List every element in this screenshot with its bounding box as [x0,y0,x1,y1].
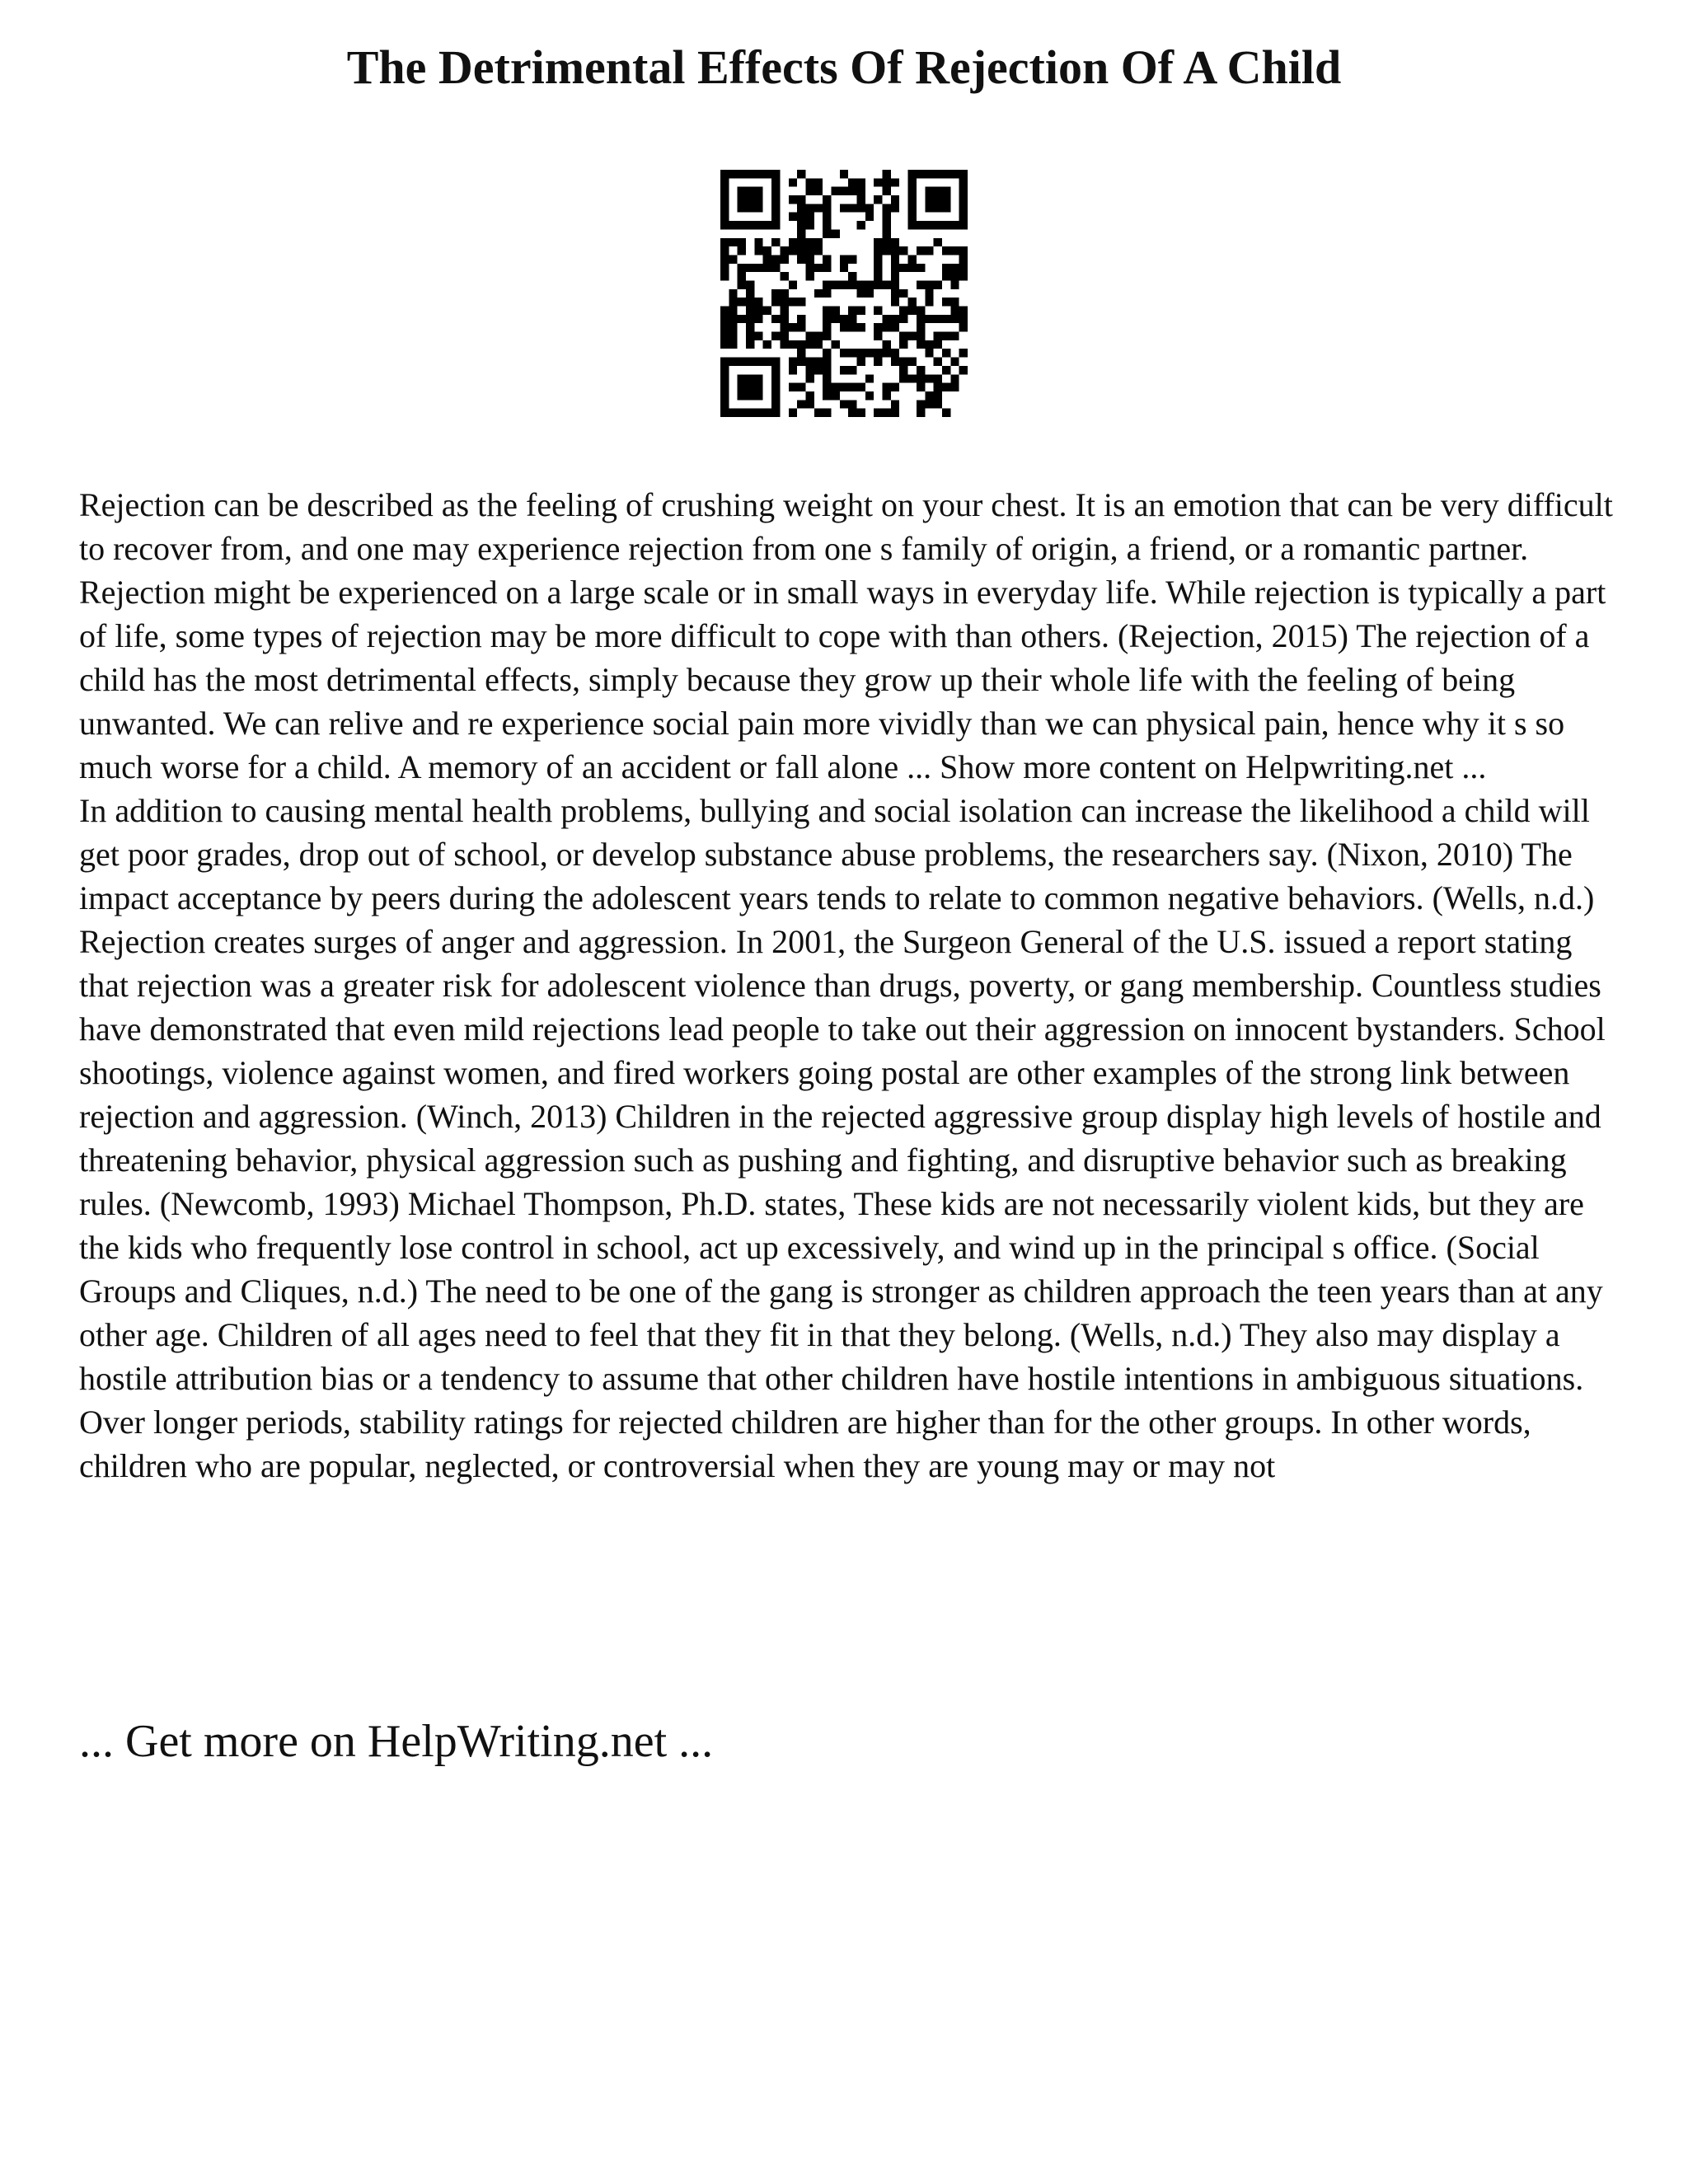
paragraph: Rejection can be described as the feeling of crushing weight on your chest. It is an emotion that can be very difficult to recover from, and one may experience rejection from one s family of origin, a friend, or a romantic partner. Rejection might be experienced on a large scale or in small ways in everyday life. While rejection is typically a part of life, some types of rejection may be more difficult to cope with than others. (Rejection, 2015) The rejection of a child has the most detrimental effects, simply because they grow up their whole life with the feeling of being unwanted. We can relive and re experience social pain more vividly than we can physical pain, hence why it s so much worse for a child. A memory of an accident or fall alone ... Show more content on Helpwriting.net ... [79,486,1613,785]
page-title: The Detrimental Effects Of Rejection Of A Child [346,40,1342,94]
qr-code-icon [720,170,968,417]
article-body [79,483,1620,1488]
get-more-link[interactable]: ... Get more on HelpWriting.net ... [79,1716,714,1767]
qr-code[interactable] [720,170,968,417]
paragraph: In addition to causing mental health problems, bullying and social isolation can increase the likelihood a child will get poor grades, drop out of school, or develop substance abuse problems, the researchers say. (Nixon, 2010) The impact acceptance by peers during the adolescent years tends to relate to common negative behaviors. (Wells, n.d.) Rejection creates surges of anger and aggression. In 2001, the Surgeon General of the U.S. issued a report stating that rejection was a greater risk for adolescent violence than drugs, poverty, or gang membership. Countless studies have demonstrated that even mild rejections lead people to take out their aggression on innocent bystanders. School shootings, violence against women, and fired workers going postal are other examples of the strong link between rejection and aggression. (Winch, 2013) Children in the rejected aggressive group display high levels of hostile and threatening behavior, physical aggression such as pushing and fighting, and disruptive behavior such as breaking rules. (Newcomb, 1993) Michael Thompson, Ph.D. states, These kids are not necessarily violent kids, but they are the kids who frequently lose control in school, act up excessively, and wind up in the principal s office. (Social Groups and Cliques, n.d.) The need to be one of the gang is stronger as children approach the teen years than at any other age. Children of all ages need to feel that they fit in that they belong. (Wells, n.d.) They also may display a hostile attribution bias or a tendency to assume that other children have hostile intentions in ambiguous situations. Over longer periods, stability ratings for rejected children are higher than for the other groups. In other words, children who are popular, neglected, or controversial when they are young may or may not [79,792,1606,1484]
